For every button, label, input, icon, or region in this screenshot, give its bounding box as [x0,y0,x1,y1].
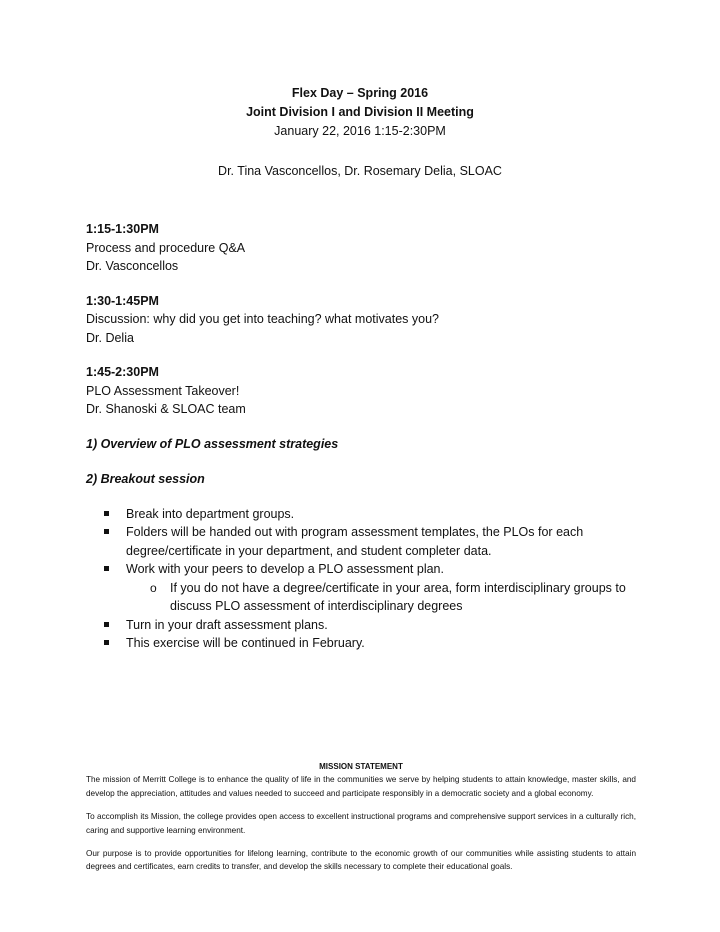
agenda-slot [86,363,646,419]
square-bullet-icon [104,640,109,645]
breakout-list [86,505,646,653]
meeting-subtitle: Joint Division I and Division II Meeting [246,105,474,119]
section-breakout-title: 2) Breakout session [86,472,205,486]
section-overview-title: 1) Overview of PLO assessment strategies [86,436,339,451]
slot-topic: Discussion: why did you get into teaching? what motivates you? [86,312,439,326]
sub-list [126,579,646,616]
list-item-text: Folders will be handed out with program assessment templates, the PLOs for each degree/certificate in your department, and student completer data. [126,525,584,558]
sub-list-item-text: If you do not have a degree/certificate in your area, form interdisciplinary groups to discuss PLO assessment of interdisciplinary degrees [170,580,626,613]
mission-paragraph: To accomplish its Mission, the college provides open access to excellent instructional programs and comprehensive support services in a culturally rich, caring and supportive learning environment. [86,812,636,835]
slot-presenter: Dr. Vasconcellos [86,259,179,273]
square-bullet-icon [104,566,109,571]
document-header [0,84,720,181]
list-item-text: This exercise will be continued in February. [126,636,365,650]
sub-list-item [126,579,646,616]
slot-presenter: Dr. Delia [86,330,134,345]
agenda [86,220,646,653]
square-bullet-icon [104,622,109,627]
mission-title: MISSION STATEMENT [319,762,403,771]
agenda-slot [86,220,646,276]
slot-time: 1:45-2:30PM [86,365,159,379]
square-bullet-icon [104,511,109,516]
list-item [86,523,646,560]
list-item-text: Turn in your draft assessment plans. [126,617,328,632]
list-item [86,634,646,653]
agenda-slot [86,292,646,348]
slot-time: 1:30-1:45PM [86,293,159,308]
slot-topic: Process and procedure Q&A [86,240,246,255]
slot-presenter: Dr. Shanoski & SLOAC team [86,402,246,416]
list-item-text: Break into department groups. [126,506,295,521]
meeting-datetime: January 22, 2016 1:15-2:30PM [274,124,446,138]
mission-paragraph: The mission of Merritt College is to enhance the quality of life in the communities we serve by helping students to attain knowledge, master skills, and develop the appreciation, attitudes and values needed to succeed and participate responsibly in a democratic society and a global economy. [86,775,636,798]
slot-topic: PLO Assessment Takeover! [86,383,240,398]
event-title: Flex Day – Spring 2016 [291,86,429,100]
mission-paragraph: Our purpose is to provide opportunities for lifelong learning, contribute to the economic growth of our communities while assisting students to attain degrees and certificates, earn credits to transfer, and develop the skills necessary to complete their educational goals. [86,849,636,872]
list-item [86,616,646,635]
list-item [86,505,646,524]
circle-bullet-icon: o [150,580,157,595]
mission-statement [86,760,636,884]
presenters-line: Dr. Tina Vasconcellos, Dr. Rosemary Delia, SLOAC [218,164,502,178]
slot-time: 1:15-1:30PM [86,222,159,236]
list-item [86,560,646,616]
list-item-text: Work with your peers to develop a PLO assessment plan. [126,562,444,576]
square-bullet-icon [104,529,109,534]
